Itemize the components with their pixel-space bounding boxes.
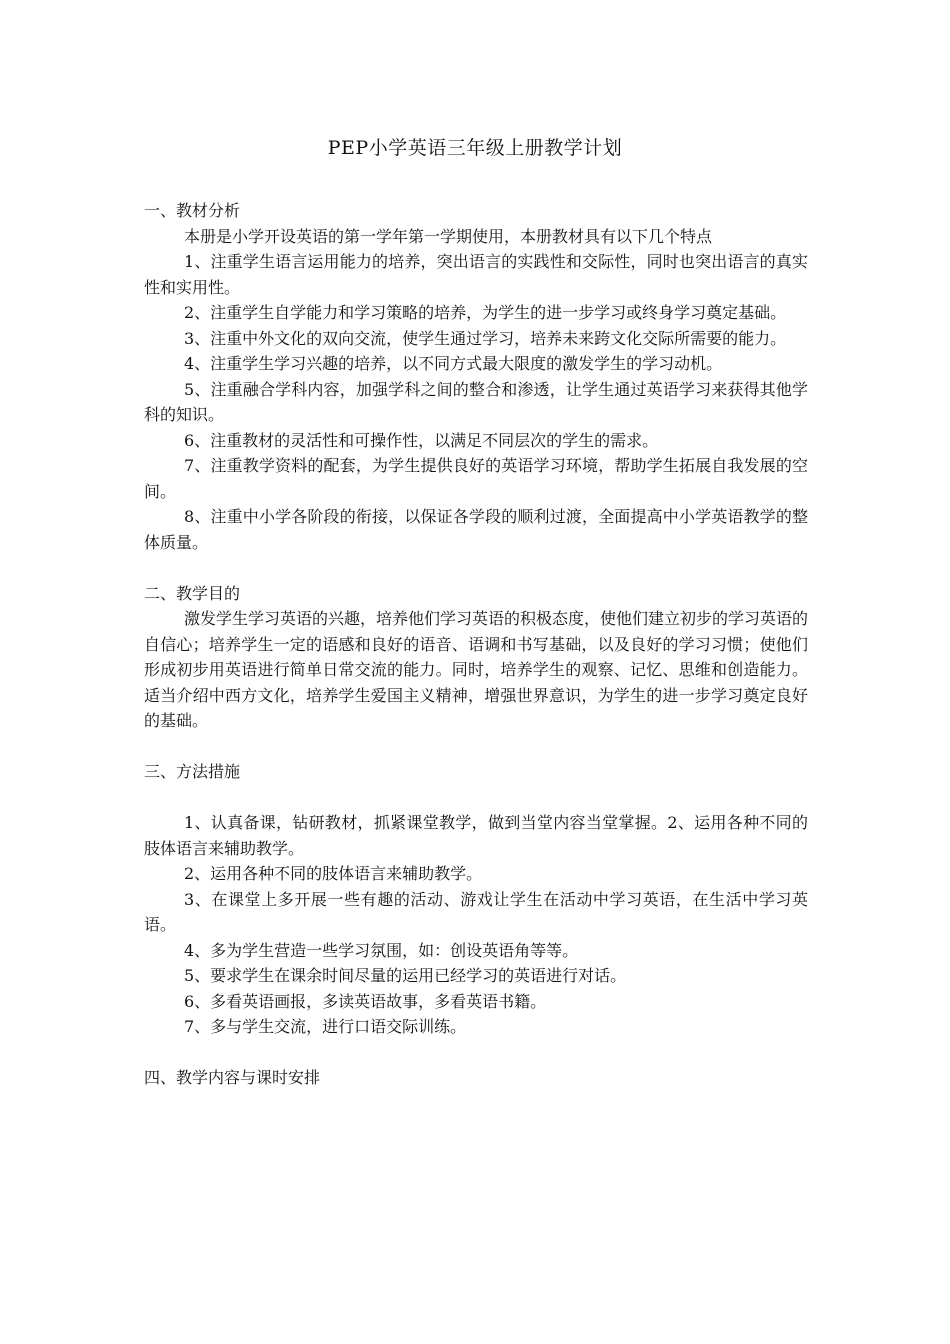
section-textbook-analysis	[144, 198, 808, 555]
paragraph: 7、注重教学资料的配套，为学生提供良好的英语学习环境，帮助学生拓展自我发展的空间。	[144, 456, 808, 501]
paragraph: 5、注重融合学科内容，加强学科之间的整合和渗透，让学生通过英语学习来获得其他学科的知识。	[144, 379, 808, 424]
section-heading: 四、教学内容与课时安排	[144, 1068, 321, 1087]
paragraph: 2、注重学生自学能力和学习策略的培养，为学生的进一步学习或终身学习奠定基础。	[184, 303, 787, 322]
paragraph: 6、多看英语画报，多读英语故事，多看英语书籍。	[184, 991, 547, 1011]
paragraph: 4、注重学生学习兴趣的培养，以不同方式最大限度的激发学生的学习动机。	[184, 354, 723, 373]
paragraph: 1、认真备课，钻研教材，抓紧课堂教学，做到当堂内容当堂掌握。2、运用各种不同的肢体语言来辅助教学。	[144, 813, 808, 858]
paragraph: 3、注重中外文化的双向交流，使学生通过学习，培养未来跨文化交际所需要的能力。	[184, 328, 787, 348]
spacer	[144, 734, 808, 760]
spacer	[144, 1040, 808, 1066]
paragraph: 8、注重中小学各阶段的衔接，以保证各学段的顺利过渡，全面提高中小学英语教学的整体质量。	[144, 507, 808, 552]
spacer	[144, 785, 808, 811]
paragraph: 激发学生学习英语的兴趣，培养他们学习英语的积极态度，使他们建立初步的学习英语的自信心；培养学生一定的语感和良好的语音、语调和书写基础，以及良好的学习习惯；使他们形成初步用英语进行简单日常交流的能力。同时，培养学生的观察、记忆、思维和创造能力。适当介绍中西方文化，培养学生爱国主义精神，增强世界意识，为学生的进一步学习奠定良好的基础。	[144, 609, 809, 730]
paragraph: 2、运用各种不同的肢体语言来辅助教学。	[184, 864, 483, 883]
section-teaching-goals	[144, 581, 808, 734]
paragraph: 6、注重教材的灵活性和可操作性，以满足不同层次的学生的需求。	[184, 430, 659, 450]
paragraph: 1、注重学生语言运用能力的培养，突出语言的实践性和交际性，同时也突出语言的真实性和实用性。	[144, 252, 808, 297]
spacer	[144, 555, 808, 581]
paragraph: 7、多与学生交流，进行口语交际训练。	[184, 1017, 467, 1036]
paragraph: 5、要求学生在课余时间尽量的运用已经学习的英语进行对话。	[184, 966, 627, 985]
section-content-schedule	[144, 1065, 808, 1091]
paragraph: 本册是小学开设英语的第一学年第一学期使用，本册教材具有以下几个特点	[184, 226, 713, 246]
document-body	[144, 198, 808, 1091]
section-heading: 二、教学目的	[144, 583, 241, 603]
section-heading: 三、方法措施	[144, 762, 241, 781]
section-methods	[144, 759, 808, 1040]
section-heading: 一、教材分析	[144, 201, 241, 220]
paragraph: 4、多为学生营造一些学习氛围，如：创设英语角等等。	[184, 940, 579, 960]
paragraph: 3、在课堂上多开展一些有趣的活动、游戏让学生在活动中学习英语，在生活中学习英语。	[144, 889, 808, 934]
page-title: PEP小学英语三年级上册教学计划	[327, 137, 623, 159]
